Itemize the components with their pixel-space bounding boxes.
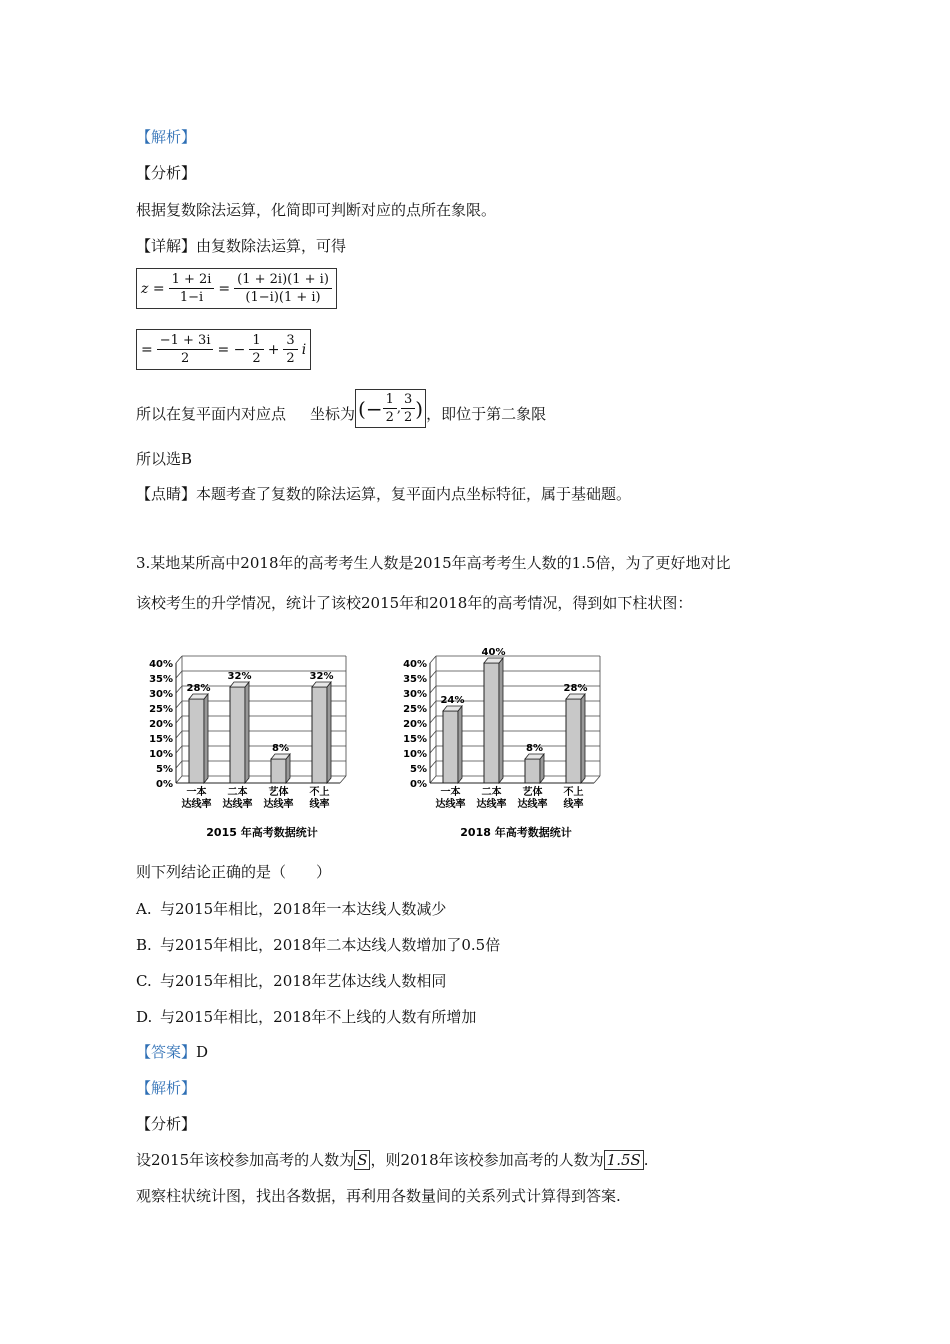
bar-side (458, 706, 462, 783)
value-label: 28% (563, 683, 588, 694)
chart-2015 (140, 640, 380, 850)
value-label: 32% (227, 671, 252, 682)
category-label: 一本 (440, 787, 461, 798)
remark-tag: 【点睛】 (136, 485, 197, 503)
category-label: 线率 (563, 799, 584, 810)
option-d (136, 1006, 476, 1027)
grid-diag (430, 716, 436, 723)
category-label: 线率 (309, 799, 330, 810)
option-b (136, 934, 500, 955)
category-label: 达线率 (222, 799, 253, 810)
coord-d1: 2 (385, 410, 394, 425)
analysis3-line1-a: 设2015年该校参加高考的人数为 (136, 1151, 355, 1169)
answer-value: D (196, 1043, 209, 1061)
question3-prompt: 则下列结论正确的是（ ） (136, 863, 332, 881)
coord-text-a: 所以在复平面内对应点 (136, 404, 287, 423)
analysis3-tag: 【解析】 (136, 1079, 197, 1097)
option-b-label: B. (136, 936, 152, 954)
value-label: 40% (481, 647, 506, 658)
grid-diag (430, 761, 436, 768)
floor-edge (340, 776, 346, 783)
coordinate-line (136, 392, 547, 428)
eq1-f1-den: 1−i (179, 290, 204, 305)
question3-line2: 该校考生的升学情况，统计了该校2015年和2018年的高考情况，得到如下柱状图： (136, 594, 693, 612)
bar (525, 759, 540, 783)
category-label: 达线率 (435, 799, 466, 810)
category-label: 达线率 (517, 799, 548, 810)
bar-side (581, 694, 585, 783)
y-tick-label: 25% (403, 704, 427, 715)
option-a-text: 与2015年相比，2018年一本达线人数减少 (160, 900, 447, 918)
y-tick-label: 40% (149, 659, 173, 670)
answer-line (136, 1042, 208, 1062)
eq2-fraction-2 (249, 332, 263, 367)
grid-diag (176, 776, 182, 783)
eq2-fraction-3 (283, 332, 297, 367)
analysis3-subtitle: 【分析】 (136, 1115, 197, 1133)
eq1-f1-num: 1 + 2i (169, 271, 215, 289)
option-c-label: C. (136, 972, 152, 990)
coord-n2: 3 (401, 391, 415, 409)
category-label: 二本 (227, 787, 248, 798)
question3-line1: 3.某地某所高中2018年的高考考生人数是2015年高考考生人数的1.5倍，为了更好地对比 (136, 554, 731, 572)
y-tick-label: 5% (156, 764, 173, 775)
coord-n1: 1 (383, 391, 397, 409)
chart-title: 2018 年高考数据统计 (460, 826, 572, 839)
bar-side (499, 658, 503, 783)
analysis3-line1 (136, 1150, 649, 1170)
eq2-fraction-1 (157, 332, 214, 367)
detail-text: 由复数除法运算，可得 (196, 237, 347, 255)
eq1-fraction-2 (234, 271, 332, 306)
y-tick-label: 20% (403, 719, 427, 730)
y-tick-label: 20% (149, 719, 173, 730)
grid-diag (176, 671, 182, 678)
grid-diag (430, 686, 436, 693)
floor-edge (594, 776, 600, 783)
bar-side (245, 682, 249, 783)
bar (484, 663, 499, 783)
coord-text-b: 坐标为 (310, 404, 356, 423)
eq1-lhs: z = (141, 280, 165, 297)
option-b-text: 与2015年相比，2018年二本达线人数增加了0.5倍 (160, 936, 501, 954)
category-label: 艺体 (522, 787, 543, 798)
eq2-f2-den: 2 (252, 351, 261, 366)
eq2-plus: + (267, 341, 280, 358)
y-tick-label: 0% (156, 779, 173, 790)
option-d-label: D. (136, 1008, 153, 1026)
eq2-suffix: i (301, 341, 307, 358)
detail-line (136, 236, 346, 256)
bar-side (204, 694, 208, 783)
category-label: 艺体 (268, 787, 289, 798)
category-label: 达线率 (181, 799, 212, 810)
coord-text-c: ，即位于第二象限 (426, 404, 547, 423)
coord-comma: , (396, 400, 402, 416)
equation-1 (136, 268, 337, 309)
analysis3-line2: 观察柱状统计图，找出各数据，再利用各数量间的关系列式计算得到答案. (136, 1187, 621, 1205)
var-s-box: S (354, 1150, 370, 1170)
grid-diag (430, 671, 436, 678)
value-label: 8% (526, 743, 543, 754)
y-tick-label: 30% (149, 689, 173, 700)
select-text: 所以选B (136, 450, 193, 468)
value-label: 32% (309, 671, 334, 682)
bar-side (327, 682, 331, 783)
coordinate-box (355, 389, 426, 428)
bar (230, 687, 245, 783)
analysis3-line1-c: . (643, 1151, 649, 1169)
remark-line (136, 484, 631, 504)
answer-tag: 【答案】 (136, 1043, 197, 1061)
analysis3-line1-b: ，则2018年该校参加高考的人数为 (370, 1151, 604, 1169)
option-c (136, 970, 446, 991)
grid-diag (176, 746, 182, 753)
remark-text: 本题考查了复数的除法运算，复平面内点坐标特征，属于基础题。 (196, 485, 632, 503)
var-15s-box: 1.5S (604, 1150, 644, 1170)
bar (312, 687, 327, 783)
grid-diag (430, 746, 436, 753)
y-tick-label: 10% (149, 749, 173, 760)
category-label: 达线率 (476, 799, 507, 810)
detail-tag: 【详解】 (136, 237, 197, 255)
grid-diag (176, 731, 182, 738)
y-tick-label: 25% (149, 704, 173, 715)
analysis-subtitle: 【分析】 (136, 164, 197, 182)
coord-close: ) (415, 396, 424, 421)
y-tick-label: 40% (403, 659, 427, 670)
y-tick-label: 15% (149, 734, 173, 745)
eq2-f3-den: 2 (286, 351, 295, 366)
grid-diag (430, 701, 436, 708)
eq2-f3-num: 3 (283, 332, 297, 350)
y-tick-label: 0% (410, 779, 427, 790)
eq1-equals: = (218, 280, 231, 297)
y-tick-label: 15% (403, 734, 427, 745)
option-c-text: 与2015年相比，2018年艺体达线人数相同 (160, 972, 447, 990)
chart-title: 2015 年高考数据统计 (206, 826, 318, 839)
eq2-mid: = − (217, 341, 246, 358)
chart-2015-svg (140, 640, 380, 850)
grid-diag (176, 656, 182, 663)
equation-2 (136, 329, 311, 370)
y-tick-label: 10% (403, 749, 427, 760)
grid-diag (176, 761, 182, 768)
value-label: 28% (186, 683, 211, 694)
bar (566, 699, 581, 783)
category-label: 不上 (563, 787, 584, 798)
grid-diag (430, 731, 436, 738)
eq2-f1-num: −1 + 3i (157, 332, 214, 350)
y-tick-label: 5% (410, 764, 427, 775)
coord-open: (− (358, 396, 383, 421)
value-label: 8% (272, 743, 289, 754)
eq1-fraction-1 (169, 271, 215, 306)
eq2-f2-num: 1 (249, 332, 263, 350)
eq1-f2-den: (1−i)(1 + i) (245, 290, 321, 305)
option-d-text: 与2015年相比，2018年不上线的人数有所增加 (160, 1008, 477, 1026)
category-label: 一本 (186, 787, 207, 798)
y-tick-label: 35% (403, 674, 427, 685)
chart-2018-svg (394, 640, 634, 850)
value-label: 24% (440, 695, 465, 706)
eq2-lhs: = (141, 341, 153, 358)
category-label: 二本 (481, 787, 502, 798)
option-a (136, 898, 446, 919)
category-label: 不上 (309, 787, 330, 798)
eq1-f2-num: (1 + 2i)(1 + i) (234, 271, 332, 289)
bar (443, 711, 458, 783)
grid-diag (430, 656, 436, 663)
grid-diag (176, 701, 182, 708)
coord-d2: 2 (404, 410, 413, 425)
y-tick-label: 30% (403, 689, 427, 700)
analysis-text: 根据复数除法运算，化简即可判断对应的点所在象限。 (136, 201, 497, 219)
grid-diag (176, 716, 182, 723)
y-tick-label: 35% (149, 674, 173, 685)
category-label: 达线率 (263, 799, 294, 810)
chart-2018 (394, 640, 634, 850)
grid-diag (430, 776, 436, 783)
eq2-f1-den: 2 (180, 351, 190, 366)
bar (271, 759, 286, 783)
analysis-tag: 【解析】 (136, 128, 197, 146)
bar (189, 699, 204, 783)
coord-frac-1 (383, 391, 397, 426)
option-a-label: A. (136, 900, 152, 918)
grid-diag (176, 686, 182, 693)
coord-frac-2 (401, 391, 415, 426)
